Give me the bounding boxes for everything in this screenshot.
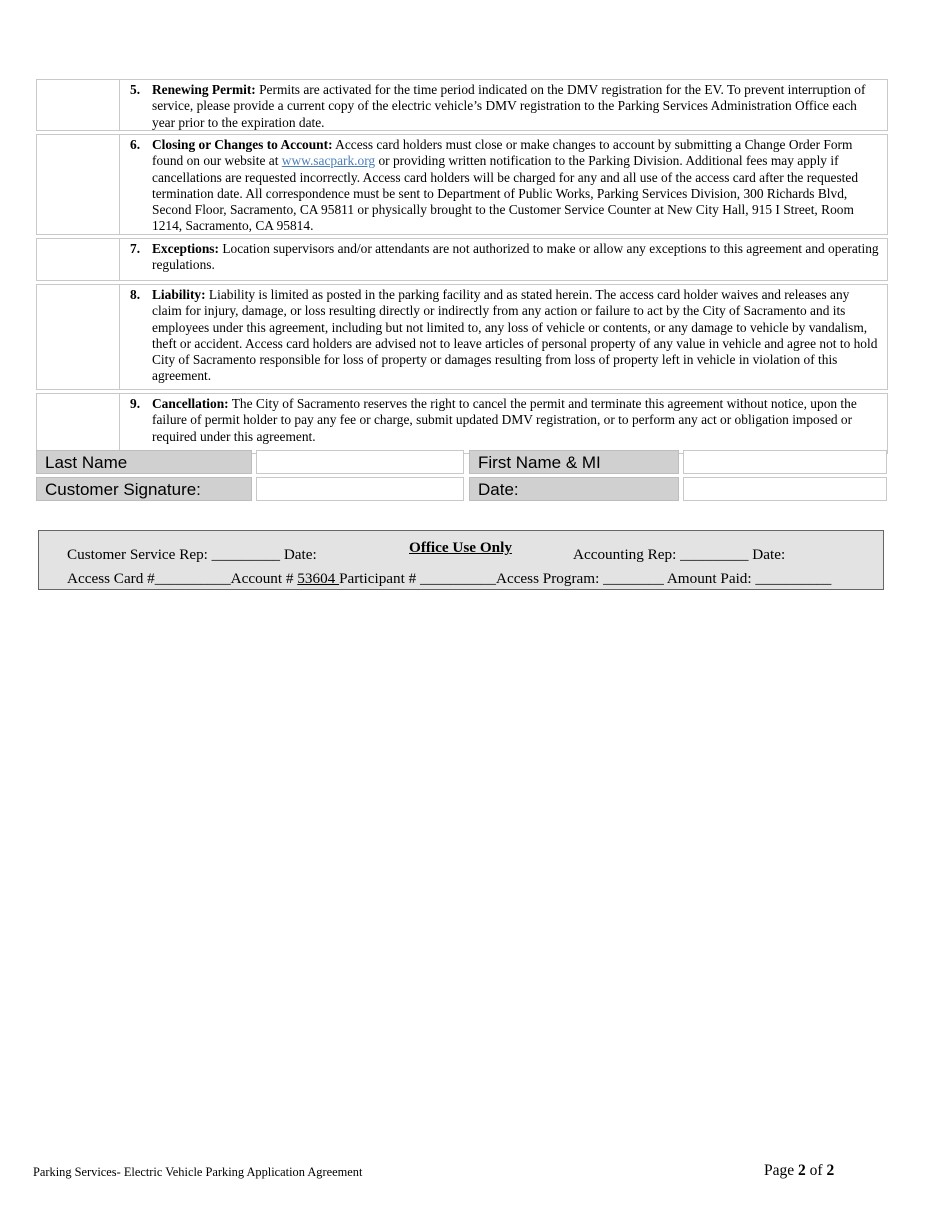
term-number: 5. — [130, 82, 141, 97]
term-number: 6. — [130, 137, 141, 152]
signature-field[interactable] — [256, 477, 464, 501]
term-title: Liability: — [152, 287, 206, 302]
initial-box[interactable] — [37, 394, 120, 453]
term-body — [152, 137, 879, 233]
term-row-7 — [36, 238, 888, 281]
term-number: 9. — [130, 396, 141, 411]
term-content — [120, 285, 887, 389]
term-text: Liability is limited as posted in the parking facility and as stated herein. The access card holder waives and releases any claim for injury, damage, or loss resulting directly or indirectly from any action or failure to act by the City of Sacramento and its employees under this agreement, including but not limited to, any loss of vehicle or contents, or any damage to vehicle by vandalism, theft or accident. Access card holders are advised not to leave articles of personal property of any value in vehicle and agree not to hold City of Sacramento responsible for loss of property or damages resulting from loss of property left in vehicle in violation of this agreement. — [152, 287, 878, 384]
first-name-field[interactable] — [683, 450, 887, 474]
term-title: Exceptions: — [152, 241, 219, 256]
sacpark-link[interactable]: www.sacpark.org — [281, 153, 376, 169]
footer-document-title: Parking Services- Electric Vehicle Parking Application Agreement — [33, 1165, 363, 1179]
term-row-5 — [36, 79, 888, 131]
office-use-title: Office Use Only — [409, 539, 512, 556]
initial-box[interactable] — [37, 285, 120, 389]
page-current: 2 — [798, 1162, 806, 1179]
term-text: Permits are activated for the time period indicated on the DMV registration for the EV. To prevent interruption of service, please provide a current copy of the electric vehicle’s DMV registration to the Parking Services Administration Office each year prior to the expiration date. — [152, 82, 866, 130]
term-body — [152, 241, 879, 279]
term-text: The City of Sacramento reserves the right to cancel the permit and terminate this agreement without notice, upon the failure of permit holder to pay any fee or charge, submit updated DMV registration, or to perform any act or obligation imposed or required under this agreement. — [152, 396, 857, 444]
participant-text: Participant # __________Access Program: ________ Amount Paid: __________ — [339, 570, 832, 587]
page-total: 2 — [826, 1162, 835, 1179]
last-name-label: Last Name — [36, 450, 252, 474]
term-title: Renewing Permit: — [152, 82, 256, 97]
page-word: Page — [764, 1162, 799, 1179]
term-text-continued: or providing written notification to the Parking Division. Additional fees may apply if cancellations are requested incorrectly. Access card holders will be charged for any and all use of the access card after the requested termination date. All correspondence must be sent to Department of Public Works, Parking Services Division, 300 Richards Blvd, Second Floor, Sacramento, CA 95811 or physically brought to the Customer Service Counter at New City Hall, 915 I Street, Room 1214, Sacramento, CA 95814. — [152, 153, 859, 234]
term-body — [152, 396, 879, 452]
date-label: Date: — [469, 477, 679, 501]
date-field[interactable] — [683, 477, 887, 501]
term-title: Closing or Changes to Account: — [152, 137, 333, 152]
first-name-label: First Name & MI — [469, 450, 679, 474]
last-name-field[interactable] — [256, 450, 464, 474]
accounting-rep-line: Accounting Rep: _________ Date: — [573, 546, 786, 563]
initial-box[interactable] — [37, 239, 120, 280]
signature-row — [36, 477, 888, 501]
term-content — [120, 80, 887, 130]
office-details-line — [67, 570, 831, 588]
applicant-fields — [36, 450, 888, 504]
initial-box[interactable] — [37, 135, 120, 234]
term-row-9 — [36, 393, 888, 454]
term-content — [120, 135, 887, 234]
initial-box[interactable] — [37, 80, 120, 130]
term-number: 7. — [130, 241, 141, 256]
page-number — [764, 1162, 834, 1180]
term-text: Location supervisors and/or attendants are not authorized to make or allow any exceptions to this agreement and operating regulations. — [152, 241, 879, 273]
term-title: Cancellation: — [152, 396, 229, 411]
term-text: Access card holders must close or make changes to account by submitting a Change Order Form found on our website at — [152, 137, 853, 169]
term-body — [152, 82, 879, 129]
term-row-6 — [36, 134, 888, 235]
term-row-8 — [36, 284, 888, 390]
account-number: 53604 — [297, 570, 340, 587]
page-of: of — [805, 1162, 827, 1179]
customer-service-rep-line: Customer Service Rep: _________ Date: — [67, 546, 317, 563]
agreement-terms — [36, 79, 888, 457]
name-row — [36, 450, 888, 474]
office-use-box — [38, 530, 884, 590]
signature-label: Customer Signature: — [36, 477, 252, 501]
term-content — [120, 394, 887, 453]
term-number: 8. — [130, 287, 141, 302]
term-content — [120, 239, 887, 280]
access-card-text: Access Card #__________Account # — [67, 570, 298, 587]
term-body — [152, 287, 879, 388]
